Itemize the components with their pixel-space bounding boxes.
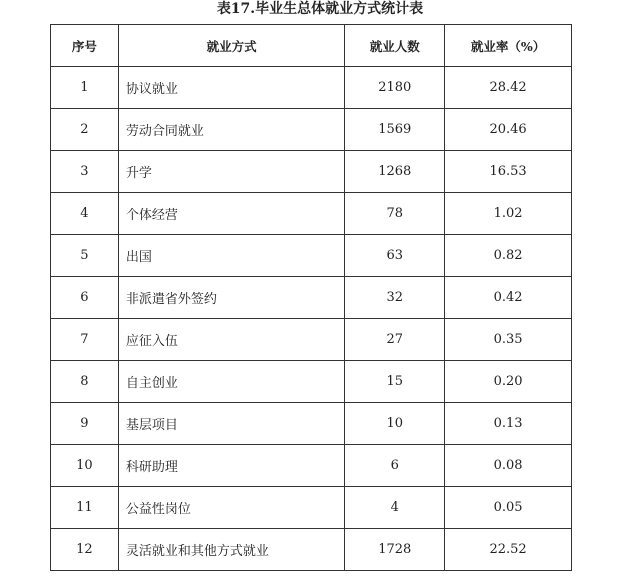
row-rate: 22.52 [445,529,572,571]
row-count: 78 [345,193,445,235]
header-method: 就业方式 [118,25,344,67]
row-rate: 28.42 [445,67,572,109]
row-count: 1268 [345,151,445,193]
row-method: 自主创业 [118,361,344,403]
row-rate: 0.42 [445,277,572,319]
row-method: 应征入伍 [118,319,344,361]
header-rate: 就业率（%） [445,25,572,67]
row-rate: 16.53 [445,151,572,193]
row-count: 63 [345,235,445,277]
row-index: 1 [51,67,119,109]
row-rate: 0.08 [445,445,572,487]
row-method: 协议就业 [118,67,344,109]
row-count: 2180 [345,67,445,109]
row-rate: 0.35 [445,319,572,361]
row-index: 11 [51,487,119,529]
row-rate: 0.20 [445,361,572,403]
row-index: 8 [51,361,119,403]
row-method: 公益性岗位 [118,487,344,529]
row-count: 1728 [345,529,445,571]
row-method: 非派遣省外签约 [118,277,344,319]
row-index: 5 [51,235,119,277]
row-count: 6 [345,445,445,487]
header-count: 就业人数 [345,25,445,67]
table-row [51,193,572,235]
row-method: 出国 [118,235,344,277]
row-index: 12 [51,529,119,571]
row-rate: 20.46 [445,109,572,151]
row-method: 个体经营 [118,193,344,235]
table-row [51,529,572,571]
table-row [51,67,572,109]
table-row [51,487,572,529]
row-rate: 0.05 [445,487,572,529]
row-index: 7 [51,319,119,361]
employment-table [50,24,572,571]
table-row [51,151,572,193]
row-rate: 0.82 [445,235,572,277]
row-method: 科研助理 [118,445,344,487]
table-row [51,277,572,319]
row-index: 10 [51,445,119,487]
header-row [51,25,572,67]
row-index: 9 [51,403,119,445]
row-count: 1569 [345,109,445,151]
row-count: 27 [345,319,445,361]
row-index: 4 [51,193,119,235]
row-index: 6 [51,277,119,319]
table-row [51,109,572,151]
table-row [51,235,572,277]
row-count: 32 [345,277,445,319]
row-count: 15 [345,361,445,403]
row-count: 10 [345,403,445,445]
row-index: 2 [51,109,119,151]
row-method: 劳动合同就业 [118,109,344,151]
row-count: 4 [345,487,445,529]
row-method: 升学 [118,151,344,193]
row-rate: 1.02 [445,193,572,235]
table-title: 表17.毕业生总体就业方式统计表 [216,1,424,17]
table-row [51,361,572,403]
table-row [51,445,572,487]
row-rate: 0.13 [445,403,572,445]
row-method: 灵活就业和其他方式就业 [118,529,344,571]
row-method: 基层项目 [118,403,344,445]
header-index: 序号 [51,25,119,67]
row-index: 3 [51,151,119,193]
table-row [51,403,572,445]
table-row [51,319,572,361]
